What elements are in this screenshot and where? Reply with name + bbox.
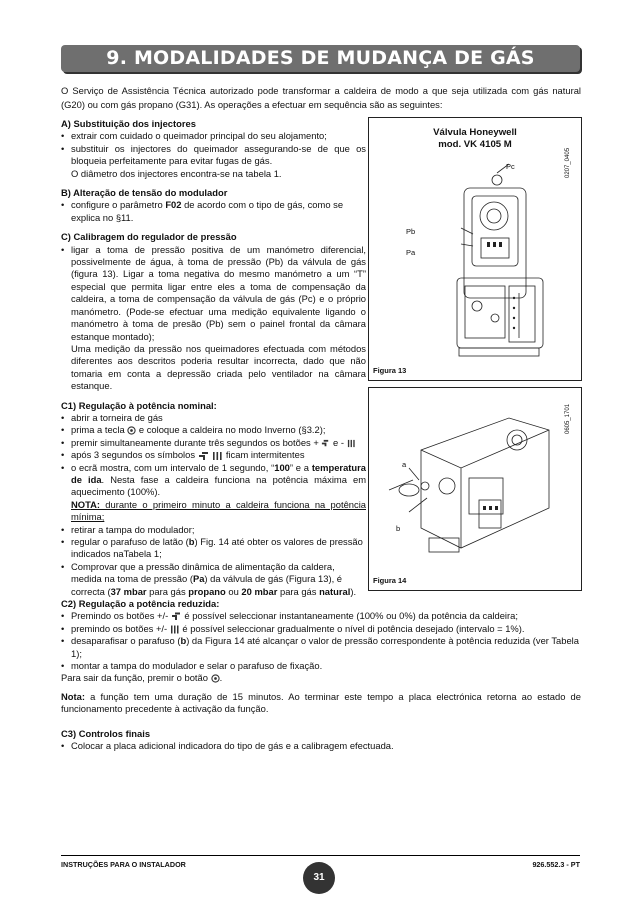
section-c2: [61, 598, 581, 685]
section-title-band: [61, 45, 580, 72]
gas-valve-illustration: [369, 118, 581, 380]
section-c3-heading: C3) Controlos finais: [61, 728, 151, 739]
text: de acordo com o tipo de gás, como se explica no §11.: [71, 199, 344, 223]
figure-13-caption: Figura 13: [373, 366, 407, 375]
list-item-text: substituir os injectores do queimador assegurando-se de que os bloqueia perfeitamente para evitar fugas de gás.: [71, 142, 366, 167]
text: Comprovar que a pressão dinâmica de alimentação da caldera, medida na toma de pressão (: [71, 560, 335, 585]
section-a-list: [61, 130, 366, 180]
text: ) da Figura 14 até alcançar o valor de pressão correspondente à potência reduzida (ver Tabela 1);: [71, 635, 579, 659]
list-item: [61, 199, 366, 224]
radiator-icon: [170, 625, 180, 634]
text: . Nesta fase a caldeira funciona na potência máxima em aquecimento (100%).: [71, 473, 367, 498]
text: premir simultaneamente durante três segundos os botões +: [71, 436, 322, 448]
text-bold: natural: [319, 585, 351, 597]
page-title: 9. MODALIDADES DE MUDANÇA DE GÁS: [106, 47, 535, 69]
display-value: 100: [274, 461, 290, 473]
text-bold: b: [188, 536, 195, 547]
text: é possível seleccionar gradualmente o nível di potência desejado (intervalo = 1%).: [179, 622, 525, 634]
list-item: [61, 610, 581, 622]
modulator-illustration: [369, 388, 581, 590]
note-text: a função tem uma duração de 15 minutos. Ao terminar este tempo a placa electrónica retorna ao estado de funcionamento precedente à activação da função.: [61, 691, 581, 715]
figure-13: [368, 117, 582, 381]
text: mod. VK 4105 M: [438, 139, 512, 150]
section-c1-heading: C1) Regulação à potência nominal:: [61, 399, 217, 411]
text: ou: [225, 585, 242, 597]
text: e -: [330, 436, 347, 448]
radiator-icon: [347, 439, 356, 448]
figure-code: 0207_0405: [565, 147, 571, 178]
power-mode-icon: [127, 426, 136, 435]
text: ) da válvula de gás (Figura 13), é correcta (: [71, 573, 342, 597]
text: para gás: [146, 585, 189, 597]
footer-divider: [61, 855, 580, 856]
section-c-heading: C) Calibragem do regulador de pressão: [61, 231, 237, 243]
section-c-list: [61, 244, 366, 393]
text: ficam intermitentes: [223, 449, 305, 461]
list-item: [61, 244, 366, 393]
list-item: [61, 143, 366, 180]
section-c2-list: [61, 610, 581, 672]
note-text: durante o primeiro minuto a caldeira funciona na potência mínima;: [71, 498, 366, 523]
text: prima a tecla: [71, 424, 128, 436]
text: para gás: [277, 585, 320, 597]
text: configure o parâmetro: [71, 199, 166, 211]
power-mode-icon: [211, 674, 220, 683]
text: regular o parafuso de latão (: [71, 536, 189, 547]
list-item-text: Uma medição da pressão nos queimadores efectuada com métodos diferentes aos descritos poderia resultar incorrecta, dado que não tomaria em conta a depressão criada pelo ventilador na câmara estanque.: [71, 342, 366, 392]
section-c1-list: [61, 412, 366, 598]
section-c3: [61, 728, 581, 753]
radiator-icon: [212, 451, 223, 461]
section-b-heading: B) Alteração de tensão do modulador: [61, 187, 228, 199]
pb-label: Pb: [406, 227, 416, 236]
left-column: [61, 118, 366, 598]
list-item: • extrair com cuidado o queimador principal do seu alojamento;: [61, 130, 366, 142]
screw-b-label: b: [396, 524, 401, 533]
text: após 3 segundos os símbolos: [71, 449, 198, 461]
list-item: • montar a tampa do modulador e selar o parafuso de fixação.: [61, 660, 581, 672]
screw-a-label: a: [402, 460, 407, 469]
footer-right: 926.552.3 - PT: [532, 860, 580, 869]
text-bold: 37 mbar: [110, 585, 147, 597]
section-b-list: [61, 199, 366, 224]
text: Premindo os botões +/-: [71, 610, 171, 622]
figure-14-caption: Figura 14: [373, 576, 407, 585]
figure-14: [368, 387, 582, 591]
list-item: [61, 536, 366, 561]
tap-icon: [198, 451, 210, 461]
list-item: [61, 424, 366, 436]
list-item-text: O diâmetro dos injectores encontra-se na tabela 1.: [71, 167, 282, 179]
list-item: • Colocar a placa adicional indicadora do tipo de gás e a calibragem efectuada.: [61, 740, 581, 752]
exit-instruction: [61, 672, 581, 684]
note-paragraph: [61, 691, 581, 716]
pa-label: Pa: [406, 248, 416, 257]
text: ).: [350, 585, 357, 597]
text: Válvula Honeywell: [433, 127, 517, 138]
list-item: [61, 623, 581, 635]
text: é possível seleccionar instantaneamente (100% ou 0%) da potência da caldeira;: [181, 610, 518, 622]
text: Para sair da função, premir o botão: [61, 672, 211, 684]
section-c2-heading: C2) Regulação a potência reduzida:: [61, 598, 220, 609]
list-item: [61, 462, 366, 524]
tap-icon: [171, 612, 182, 621]
text-bold: b: [180, 635, 187, 647]
note-label: NOTA:: [71, 498, 100, 510]
section-c3-list: [61, 740, 581, 752]
list-item: [61, 449, 366, 461]
note-label: Nota:: [61, 691, 85, 702]
list-item-text: ligar a toma de pressão positiva de um manómetro diferencial, possivelmente de água, à toma de pressão (Pb) da válvula de gás (figura 13). Ligar a toma negativa do mesmo manómetro a um “T” especial que permita ligar entre eles a toma de compensação da caldeira, a toma de compensação da válvula de gás (Pc) e o próprio manómetro. (Pode-se efectuar uma medição equivalente ligando o manómetro à toma de presão (Pb) sem o painel frontal da câmara estanque montado);: [71, 243, 366, 342]
text: ” e a: [289, 461, 312, 473]
text-bold: propano: [188, 585, 226, 597]
figure-code: 0605_1701: [565, 403, 571, 434]
pc-label: Pc: [506, 162, 515, 171]
text-bold: Pa: [192, 573, 205, 585]
text: o ecrã mostra, com um intervalo de 1 segundo, “: [71, 461, 275, 473]
list-item: • abrir a torneira de gás: [61, 412, 366, 424]
text-bold: 20 mbar: [241, 585, 278, 597]
text: premindo os botões +/-: [71, 622, 170, 634]
list-item: [61, 561, 366, 598]
intro-paragraph: O Serviço de Assistência Técnica autorizado pode transformar a caldeira de modo a que seja utilizada com gás natural (G20) ou com gás propano (G31). As operações a efectuar em sequência são as seguintes:: [61, 85, 581, 110]
footer-left: INSTRUÇÕES PARA O INSTALADOR: [61, 860, 186, 869]
text: e coloque a caldeira no modo Inverno (§3.2);: [136, 424, 326, 436]
text: .: [219, 672, 223, 684]
text: ) Fig. 14 até obter os valores de pressão indicados naTabela 1;: [71, 536, 363, 560]
text-bold: temperatura de ida: [71, 461, 366, 485]
list-item: [61, 635, 581, 660]
list-item: • retirar a tampa do modulador;: [61, 524, 366, 536]
text: desaparafisar o parafuso (: [71, 635, 181, 647]
section-a-heading: A) Substituição dos injectores: [61, 118, 196, 129]
page-number: 31: [303, 862, 335, 894]
parameter-code: F02: [165, 199, 182, 211]
list-item: [61, 437, 366, 449]
